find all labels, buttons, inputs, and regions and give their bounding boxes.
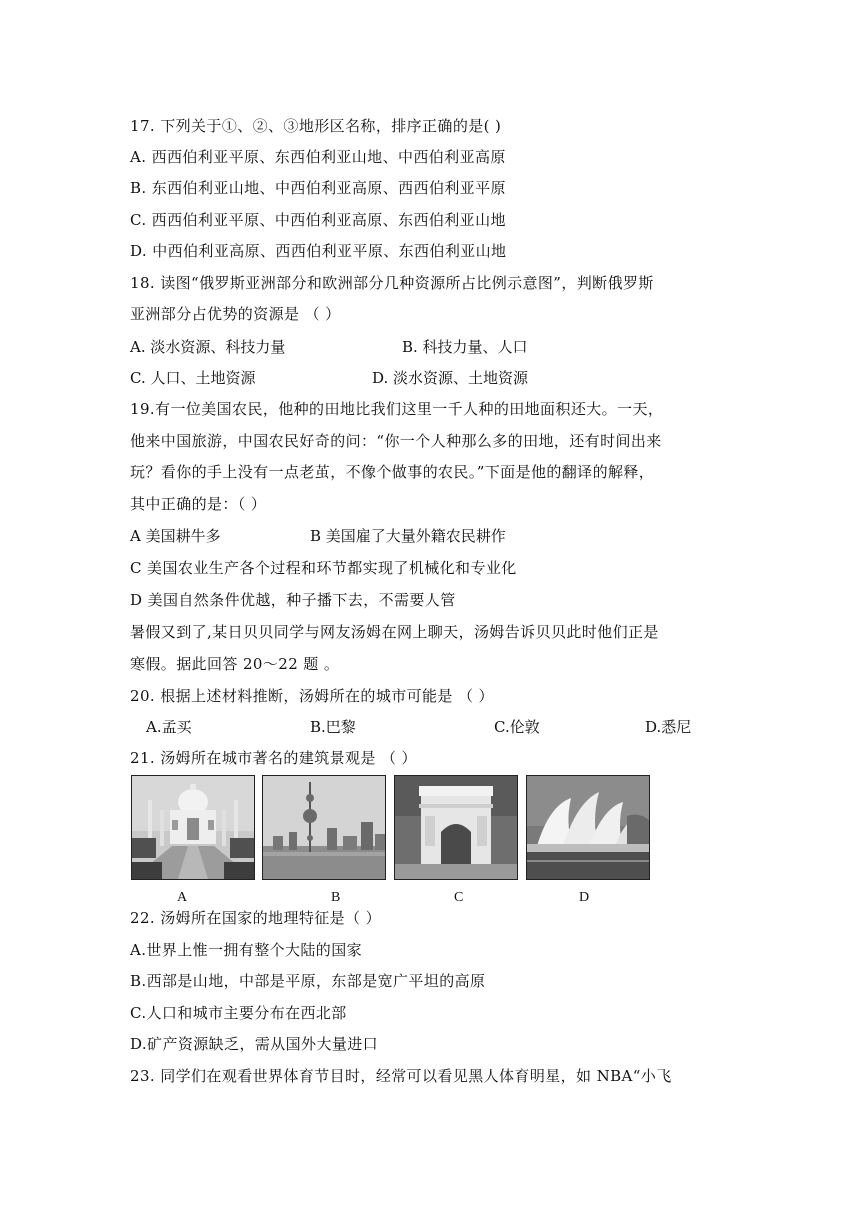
material-line2: 寒假。据此回答 20～22 题 。	[130, 655, 340, 673]
q22-option-b: B.西部是山地，中部是平原，东部是宽广平坦的高原	[130, 972, 486, 990]
q22-option-a: A.世界上惟一拥有整个大陆的国家	[130, 941, 363, 959]
q19-stem-line1: 19.有一位美国农民，他种的田地比我们这里一千人种的田地面积还大。一天，	[130, 400, 664, 418]
q20-option-b: B.巴黎	[310, 718, 356, 736]
photo-arc-de-triomphe	[394, 775, 518, 880]
q17-option-d: D. 中西伯利亚高原、西西伯利亚平原、东西伯利亚山地	[130, 242, 507, 260]
q20-stem: 20. 根据上述材料推断，汤姆所在的城市可能是 （ ）	[130, 687, 494, 705]
photo-caption-d: D	[579, 890, 590, 905]
q20-option-a: A.孟买	[146, 718, 192, 736]
material-line1: 暑假又到了,某日贝贝同学与网友汤姆在网上聊天，汤姆告诉贝贝此时他们正是	[130, 623, 659, 641]
photo-sydney-opera-house	[526, 775, 650, 880]
q18-option-a: A. 淡水资源、科技力量	[130, 338, 286, 356]
q18-stem-line1: 18. 读图“俄罗斯亚洲部分和欧洲部分几种资源所占比例示意图”，判断俄罗斯	[130, 274, 654, 292]
photo-caption-b: B	[331, 890, 341, 905]
q19-option-c: C 美国农业生产各个过程和环节都实现了机械化和专业化	[130, 559, 517, 577]
q21-stem: 21. 汤姆所在城市著名的建筑景观是 （ ）	[130, 749, 417, 767]
q22-stem: 22. 汤姆所在国家的地理特征是（ ）	[130, 909, 381, 927]
q22-option-c: C.人口和城市主要分布在西北部	[130, 1004, 347, 1022]
q17-option-a: A. 西西伯利亚平原、东西伯利亚山地、中西伯利亚高原	[130, 148, 506, 166]
photo-shanghai-skyline	[262, 775, 386, 880]
q18-option-d: D. 淡水资源、土地资源	[372, 369, 529, 387]
q23-stem: 23. 同学们在观看世界体育节目时，经常可以看见黑人体育明星，如 NBA“小飞	[130, 1067, 672, 1085]
q22-option-d: D.矿产资源缺乏，需从国外大量进口	[130, 1035, 379, 1053]
q19-stem-line2: 他来中国旅游，中国农民好奇的问：“你一个人种那么多的田地，还有时间出来	[130, 432, 662, 450]
q19-stem-line3: 玩？看你的手上没有一点老茧，不像个做事的农民。”下面是他的翻译的解释，	[130, 463, 655, 481]
q20-option-d: D.悉尼	[645, 718, 692, 736]
q18-option-c: C. 人口、土地资源	[130, 369, 256, 387]
q17-option-c: C. 西西伯利亚平原、中西伯利亚高原、东西伯利亚山地	[130, 211, 506, 229]
q19-option-d: D 美国自然条件优越，种子播下去，不需要人管	[130, 591, 456, 609]
q17-option-b: B. 东西伯利亚山地、中西伯利亚高原、西西伯利亚平原	[130, 179, 506, 197]
q19-option-a: A 美国耕牛多	[130, 527, 221, 545]
q20-option-c: C.伦敦	[494, 718, 540, 736]
q19-stem-line4: 其中正确的是：（ ）	[130, 495, 267, 513]
q17-stem: 17. 下列关于①、②、③地形区名称，排序正确的是( )	[130, 117, 502, 135]
photo-caption-c: C	[454, 890, 464, 905]
photo-caption-a: A	[177, 890, 188, 905]
q18-stem-line2: 亚洲部分占优势的资源是 （ ）	[130, 305, 341, 323]
photo-taj-mahal	[131, 775, 255, 880]
q19-option-b: B 美国雇了大量外籍农民耕作	[310, 527, 506, 545]
q18-option-b: B. 科技力量、人口	[402, 338, 528, 356]
